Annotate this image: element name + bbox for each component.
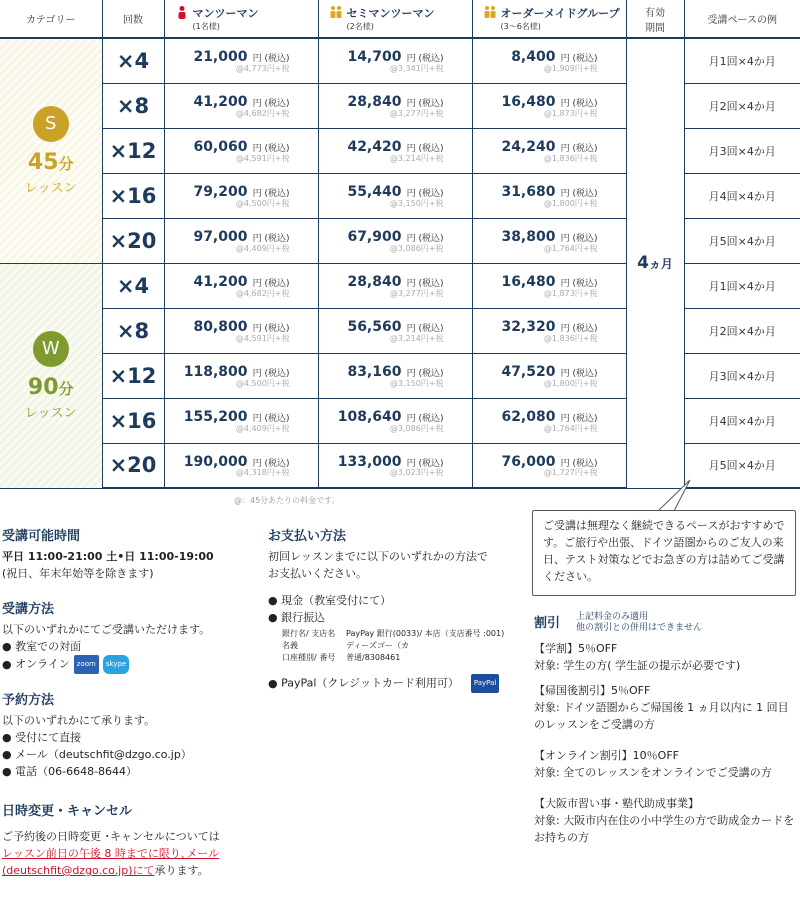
lesson-count: ×20 [102, 218, 164, 263]
discount-section [534, 612, 796, 846]
price-value: 42,420 [347, 138, 402, 155]
price-value: 16,480 [501, 273, 556, 290]
per-lesson-price: @1,727円+税 [543, 468, 598, 478]
price-cell: 41,200 円 (税込) @4,682円+税 [164, 263, 318, 308]
booking-item-reception: ● 受付にて直接 [2, 729, 262, 746]
per-lesson-price: @1,873円+税 [543, 288, 598, 298]
lesson-count: ×12 [102, 128, 164, 173]
person-icon [175, 5, 189, 19]
zoom-icon: zoom [74, 655, 99, 674]
payment-title: お支払い方法 [268, 529, 347, 544]
price-cell: 8,400 円 (税込) @1,909円+税 [472, 38, 626, 83]
price-value: 133,000 [337, 453, 402, 470]
booking-item-email[interactable]: ● メール（deutschfit@dzgo.co.jp） [2, 746, 262, 763]
per-lesson-price: @1,836円+税 [543, 333, 598, 343]
price-value: 24,240 [501, 138, 556, 155]
per-lesson-price: @1,836円+税 [543, 153, 598, 163]
price-value: 16,480 [501, 93, 556, 110]
cancel-line3: (deutschfit@dzgo.co.jp)にて承ります。 [2, 864, 209, 877]
price-value: 155,200 [183, 408, 248, 425]
lesson-count: ×4 [102, 263, 164, 308]
price-cell: 41,200 円 (税込) @4,682円+税 [164, 83, 318, 128]
price-value: 97,000 [193, 228, 248, 245]
price-value: 56,560 [347, 318, 402, 335]
per-lesson-price: @1,764円+税 [543, 423, 598, 433]
price-cell: 21,000 円 (税込) @4,773円+税 [164, 38, 318, 83]
table-row [0, 38, 800, 83]
valid-period: 4ヵ月 [626, 38, 684, 488]
category-w-lesson: レッスン [24, 405, 77, 421]
pace-example: 月3回×4か月 [684, 128, 800, 173]
booking-section [2, 692, 262, 780]
price-value: 14,700 [347, 49, 402, 66]
price-cell: 42,420 円 (税込) @3,214円+税 [318, 128, 472, 173]
discount-item: 【帰国後割引】5％OFF 対象: ドイツ語圏からご帰国後 1 ヵ月以内に 1 回目のレッスンをご受講の方 [534, 684, 789, 731]
price-cell: 31,680 円 (税込) @1,800円+税 [472, 173, 626, 218]
header-period: 有効 期間 [626, 0, 684, 38]
paypal-icon: PayPal [471, 674, 499, 693]
price-cell: 16,480 円 (税込) @1,873円+税 [472, 263, 626, 308]
price-cell: 38,800 円 (税込) @1,764円+税 [472, 218, 626, 263]
payment-section [268, 528, 528, 693]
per-lesson-price: @4,773円+税 [235, 63, 290, 73]
cancel-line1: ご予約後の日時変更 ･キャンセルについては [2, 830, 220, 843]
per-lesson-price: @3,150円+税 [389, 378, 444, 388]
header-count: 回数 [102, 0, 164, 38]
per-lesson-price: @1,909円+税 [543, 63, 598, 73]
price-cell: 55,440 円 (税込) @3,150円+税 [318, 173, 472, 218]
per-lesson-price: @4,591円+税 [235, 333, 290, 343]
pace-example: 月4回×4か月 [684, 398, 800, 443]
per-lesson-price: @4,682円+税 [235, 288, 290, 298]
lesson-count: ×4 [102, 38, 164, 83]
price-value: 28,840 [347, 93, 402, 110]
price-value: 28,840 [347, 273, 402, 290]
per-lesson-price: @3,023円+税 [389, 468, 444, 478]
price-cell: 83,160 円 (税込) @3,150円+税 [318, 353, 472, 398]
plan-1-sub: (1名様) [192, 22, 220, 31]
price-value: 31,680 [501, 183, 556, 200]
price-value: 108,640 [337, 408, 402, 425]
plan-1-name: マンツーマン [192, 7, 259, 20]
lesson-count: ×8 [102, 308, 164, 353]
price-cell: 47,520 円 (税込) @1,800円+税 [472, 353, 626, 398]
discount-item: 【大阪市習い事・塾代助成事業】 対象: 大阪市内在住の小中学生の方で助成金カードをお持ちの方 [534, 797, 795, 844]
price-value: 8,400 [511, 49, 556, 66]
per-lesson-price: @3,277円+税 [389, 288, 444, 298]
header-plan-2 [318, 0, 472, 38]
lesson-count: ×8 [102, 83, 164, 128]
price-value: 76,000 [501, 453, 556, 470]
pace-example: 月1回×4か月 [684, 38, 800, 83]
per-lesson-price: @4,500円+税 [235, 378, 290, 388]
pace-example: 月5回×4か月 [684, 218, 800, 263]
per-lesson-price: @3,214円+税 [389, 153, 444, 163]
price-cell: 190,000 円 (税込) @4,318円+税 [164, 443, 318, 488]
per-lesson-price: @3,086円+税 [389, 243, 444, 253]
pace-example: 月3回×4か月 [684, 353, 800, 398]
per-lesson-price: @3,086円+税 [389, 423, 444, 433]
price-value: 32,320 [501, 318, 556, 335]
category-s-lesson: レッスン [24, 180, 77, 196]
group-icon [483, 5, 497, 19]
cancel-title: 日時変更・キャンセル [2, 804, 133, 819]
price-footnote: @：45分あたりの料金です。 [234, 496, 340, 505]
booking-title: 予約方法 [2, 693, 55, 708]
price-value: 67,900 [347, 228, 402, 245]
plan-3-sub: (3〜6名様) [500, 22, 541, 31]
bubble-pointer [640, 478, 700, 512]
price-cell: 14,700 円 (税込) @3,341円+税 [318, 38, 472, 83]
pair-icon [329, 5, 343, 19]
per-lesson-price: @4,409円+税 [235, 243, 290, 253]
method-item-classroom: ● 教室での対面 [2, 638, 262, 655]
per-lesson-price: @1,873円+税 [543, 108, 598, 118]
price-cell: 16,480 円 (税込) @1,873円+税 [472, 83, 626, 128]
method-section [2, 601, 262, 674]
header-plan-1 [164, 0, 318, 38]
discount-title: 割引 [534, 615, 561, 631]
price-cell: 97,000 円 (税込) @4,409円+税 [164, 218, 318, 263]
lesson-count: ×12 [102, 353, 164, 398]
per-lesson-price: @4,682円+税 [235, 108, 290, 118]
price-cell: 80,800 円 (税込) @4,591円+税 [164, 308, 318, 353]
price-value: 79,200 [193, 183, 248, 200]
price-value: 60,060 [193, 138, 248, 155]
pace-example: 月2回×4か月 [684, 83, 800, 128]
lesson-count: ×16 [102, 173, 164, 218]
per-lesson-price: @4,409円+税 [235, 423, 290, 433]
plan-2-sub: (2名様) [346, 22, 374, 31]
price-value: 41,200 [193, 93, 248, 110]
price-cell: 133,000 円 (税込) @3,023円+税 [318, 443, 472, 488]
table-header [0, 0, 800, 38]
lesson-count: ×16 [102, 398, 164, 443]
price-value: 38,800 [501, 228, 556, 245]
pace-example: 月5回×4か月 [684, 443, 800, 488]
price-value: 41,200 [193, 273, 248, 290]
price-cell: 60,060 円 (税込) @4,591円+税 [164, 128, 318, 173]
cancel-deadline: レッスン前日の午後 8 時までに限り､メール [2, 847, 220, 860]
hours-section [2, 528, 262, 582]
price-cell: 108,640 円 (税込) @3,086円+税 [318, 398, 472, 443]
hours-title: 受講可能時間 [2, 529, 81, 544]
pace-advice-bubble: ご受講は無理なく継続できるペースがおすすめです。ご旅行や出張、ドイツ語圏からのご友人の来日、テスト対策などでお急ぎの方は詰めてご受講ください。 [532, 510, 796, 596]
cancel-email[interactable]: (deutschfit@dzgo.co.jp)にて [2, 864, 155, 877]
price-value: 62,080 [501, 408, 556, 425]
category-s-duration: 45分 [27, 149, 74, 175]
per-lesson-price: @3,277円+税 [389, 108, 444, 118]
price-cell: 79,200 円 (税込) @4,500円+税 [164, 173, 318, 218]
price-value: 47,520 [501, 363, 556, 380]
payment-item-paypal: ● PayPal（クレジットカード利用可） PayPal [268, 674, 528, 693]
per-lesson-price: @3,150円+税 [389, 198, 444, 208]
header-category: カテゴリー [0, 0, 102, 38]
payment-intro-1: 初回レッスンまでに以下のいずれかの方法で [268, 550, 488, 563]
discount-item: 【学割】5％OFF 対象: 学生の方( 学生証の提示が必要です) [534, 642, 741, 672]
discount-item: 【オンライン割引】10％OFF 対象: 全てのレッスンをオンラインでご受講の方 [534, 749, 772, 779]
price-cell: 67,900 円 (税込) @3,086円+税 [318, 218, 472, 263]
price-value: 55,440 [347, 183, 402, 200]
per-lesson-price: @1,800円+税 [543, 378, 598, 388]
method-title: 受講方法 [2, 602, 55, 617]
bank-details: 銀行名/ 支店名 PayPay 銀行(0033)/ 本店（支店番号 :001) 名義 ディーズゴー（カ 口座種別/ 番号 普通/8308461 [282, 629, 505, 662]
pace-example: 月1回×4か月 [684, 263, 800, 308]
per-lesson-price: @4,318円+税 [235, 468, 290, 478]
price-cell: 32,320 円 (税込) @1,836円+税 [472, 308, 626, 353]
header-pace: 受講ペースの例 [684, 0, 800, 38]
price-cell: 24,240 円 (税込) @1,836円+税 [472, 128, 626, 173]
price-cell: 76,000 円 (税込) @1,727円+税 [472, 443, 626, 488]
per-lesson-price: @3,214円+税 [389, 333, 444, 343]
pace-example: 月4回×4か月 [684, 173, 800, 218]
plan-2-name: セミマンツーマン [346, 7, 435, 20]
per-lesson-price: @1,764円+税 [543, 243, 598, 253]
category-w-badge: W [33, 331, 69, 367]
price-cell: 155,200 円 (税込) @4,409円+税 [164, 398, 318, 443]
price-cell: 56,560 円 (税込) @3,214円+税 [318, 308, 472, 353]
skype-icon: skype [103, 655, 129, 674]
price-value: 80,800 [193, 318, 248, 335]
price-cell: 118,800 円 (税込) @4,500円+税 [164, 353, 318, 398]
booking-intro: 以下のいずれかにて承ります。 [2, 714, 156, 727]
payment-intro-2: お支払いください。 [268, 567, 367, 580]
category-s-badge: S [33, 106, 69, 142]
pace-example: 月2回×4か月 [684, 308, 800, 353]
hours-line1: 平日 11:00-21:00 土•日 11:00-19:00 [2, 550, 214, 563]
price-value: 21,000 [193, 49, 248, 66]
header-plan-3 [472, 0, 626, 38]
category-w [0, 263, 102, 488]
discount-sub-2: 他の割引との併用はできません [576, 623, 703, 633]
payment-item-cash: ● 現金（教室受付にて） [268, 592, 528, 609]
cancel-section [2, 803, 272, 879]
price-cell: 62,080 円 (税込) @1,764円+税 [472, 398, 626, 443]
price-value: 190,000 [183, 453, 248, 470]
price-cell: 28,840 円 (税込) @3,277円+税 [318, 83, 472, 128]
lesson-count: ×20 [102, 443, 164, 488]
booking-item-phone[interactable]: ● 電話（06-6648-8644） [2, 763, 262, 780]
method-intro: 以下のいずれかにてご受講いただけます。 [2, 623, 211, 636]
price-cell: 28,840 円 (税込) @3,277円+税 [318, 263, 472, 308]
per-lesson-price: @4,500円+税 [235, 198, 290, 208]
payment-item-bank: ● 銀行振込 [268, 609, 528, 626]
per-lesson-price: @1,800円+税 [543, 198, 598, 208]
plan-3-name: オーダーメイドグループ [500, 7, 620, 20]
per-lesson-price: @3,341円+税 [389, 63, 444, 73]
category-w-duration: 90分 [27, 374, 74, 400]
per-lesson-price: @4,591円+税 [235, 153, 290, 163]
price-value: 83,160 [347, 363, 402, 380]
price-value: 118,800 [183, 363, 248, 380]
hours-line2: (祝日、年末年始等を除きます) [2, 567, 154, 580]
discount-sub-1: 上記料金のみ適用 [576, 612, 649, 622]
method-item-online: ● オンライン zoom skype [2, 655, 262, 674]
category-s [0, 38, 102, 263]
